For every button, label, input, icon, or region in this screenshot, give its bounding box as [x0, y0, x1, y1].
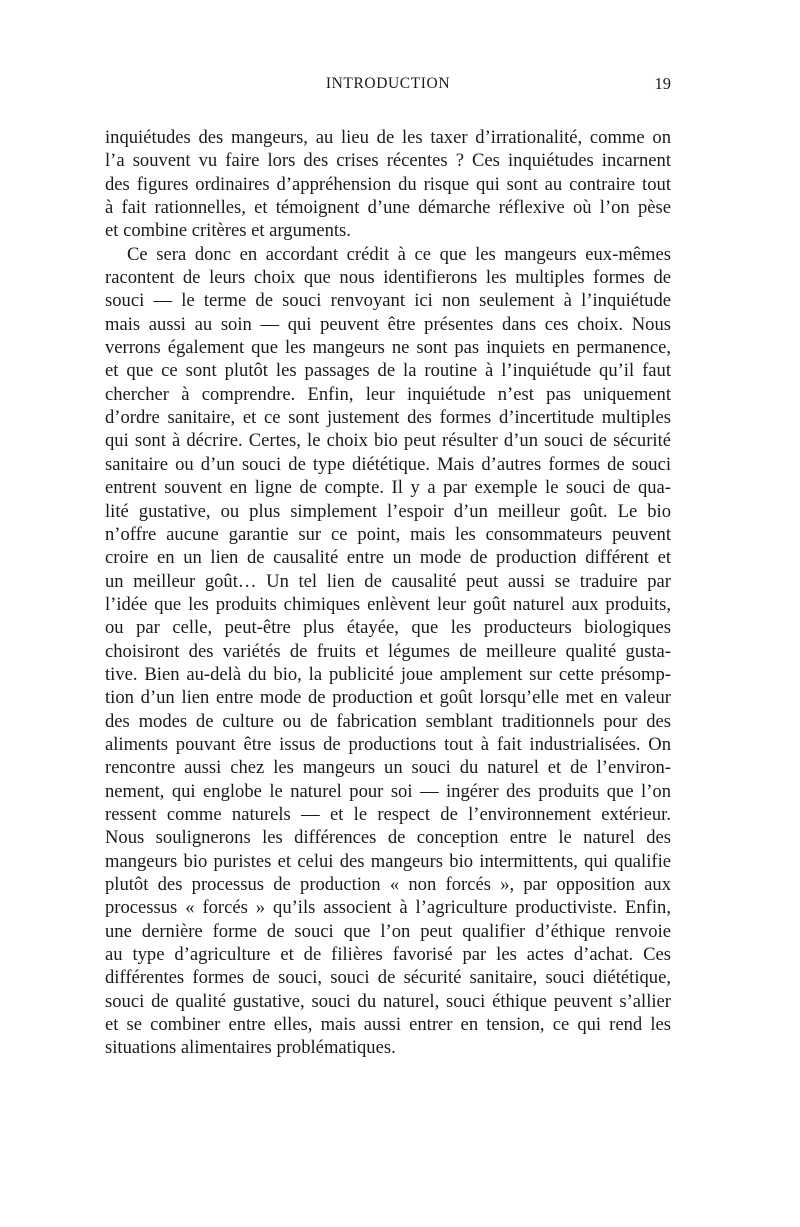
- text-line: une dernière forme de souci que l’on peut qualifier d’éthique renvoie: [105, 920, 671, 942]
- text-line: racontent de leurs choix que nous identifierons les multiples formes de: [105, 267, 671, 289]
- page-header: [105, 74, 671, 94]
- text-line: choisiront des variétés de fruits et légumes de meilleure qualité gusta-: [105, 640, 671, 662]
- text-line: des figures ordinaires d’appréhension du risque qui sont au contraire tout: [105, 173, 671, 195]
- text-line: sanitaire ou d’un souci de type diététique. Mais d’autres formes de souci: [105, 453, 671, 475]
- text-line: souci — le terme de souci renvoyant ici non seulement à l’inquiétude: [105, 290, 671, 312]
- text-line: Ce sera donc en accordant crédit à ce que les mangeurs eux-mêmes: [127, 243, 671, 265]
- text-line: croire en un lien de causalité entre un mode de production différent et: [105, 547, 671, 569]
- text-line: différentes formes de souci, souci de sécurité sanitaire, souci diététique,: [105, 967, 671, 989]
- text-line: des modes de culture ou de fabrication semblant traditionnels pour des: [105, 710, 671, 732]
- text-line: au type d’agriculture et de filières favorisé par les actes d’achat. Ces: [105, 944, 671, 966]
- paragraph: [105, 126, 671, 243]
- text-line: tive. Bien au-delà du bio, la publicité joue amplement sur cette présomp-: [105, 663, 671, 685]
- text-line: ou par celle, peut-être plus étayée, que les producteurs biologiques: [105, 617, 671, 639]
- text-line: Nous soulignerons les différences de conception entre le naturel des: [105, 827, 671, 849]
- text-line: ressent comme naturels — et le respect de l’environnement extérieur.: [105, 803, 671, 825]
- text-line: souci de qualité gustative, souci du naturel, souci éthique peuvent s’allier: [105, 990, 671, 1012]
- text-line: nement, qui englobe le naturel pour soi — ingérer des produits que l’on: [105, 780, 671, 802]
- text-line: processus « forcés » qu’ils associent à l’agriculture productiviste. Enfin,: [105, 897, 671, 919]
- text-line: d’ordre sanitaire, et ce sont justement des formes d’incertitude multiples: [105, 407, 671, 429]
- text-line: rencontre aussi chez les mangeurs un souci du naturel et de l’environ-: [105, 757, 671, 779]
- text-line: chercher à comprendre. Enfin, leur inquiétude n’est pas uniquement: [105, 383, 671, 405]
- text-line: aliments pouvant être issus de productions tout à fait industrialisées. On: [105, 733, 671, 755]
- text-line: qui sont à décrire. Certes, le choix bio peut résulter d’un souci de sécurité: [105, 430, 671, 452]
- text-line: l’idée que les produits chimiques enlèvent leur goût naturel aux produits,: [105, 593, 671, 615]
- text-line: et se combiner entre elles, mais aussi entrer en tension, ce qui rend les: [105, 1014, 671, 1036]
- text-line: et combine critères et arguments.: [105, 220, 351, 242]
- text-line: mais aussi au soin — qui peuvent être présentes dans ces choix. Nous: [105, 313, 671, 335]
- text-line: mangeurs bio puristes et celui des mangeurs bio intermittents, qui qualifie: [105, 850, 671, 872]
- text-line: à fait rationnelles, et témoignent d’une démarche réflexive où l’on pèse: [105, 197, 671, 219]
- body-text: [105, 126, 671, 1060]
- paragraph: [105, 243, 671, 1060]
- text-line: situations alimentaires problématiques.: [105, 1037, 396, 1059]
- page-number: 19: [654, 74, 671, 93]
- text-line: tion d’un lien entre mode de production et goût lorsqu’elle met en valeur: [105, 687, 671, 709]
- text-line: verrons également que les mangeurs ne sont pas inquiets en permanence,: [105, 337, 671, 359]
- text-line: un meilleur goût… Un tel lien de causalité peut aussi se traduire par: [105, 570, 671, 592]
- text-line: n’offre aucune garantie sur ce point, mais les consommateurs peuvent: [105, 523, 671, 545]
- running-title: INTRODUCTION: [325, 75, 451, 92]
- text-line: et que ce sont plutôt les passages de la routine à l’inquiétude qu’il faut: [105, 360, 671, 382]
- text-line: l’a souvent vu faire lors des crises récentes ? Ces inquiétudes incarnent: [105, 150, 671, 172]
- text-line: inquiétudes des mangeurs, au lieu de les taxer d’irrationalité, comme on: [105, 127, 671, 148]
- text-line: lité gustative, ou plus simplement l’espoir d’un meilleur goût. Le bio: [105, 500, 671, 522]
- text-line: plutôt des processus de production « non forcés », par opposition aux: [105, 874, 671, 895]
- text-line: entrent souvent en ligne de compte. Il y a par exemple le souci de qua-: [105, 477, 671, 499]
